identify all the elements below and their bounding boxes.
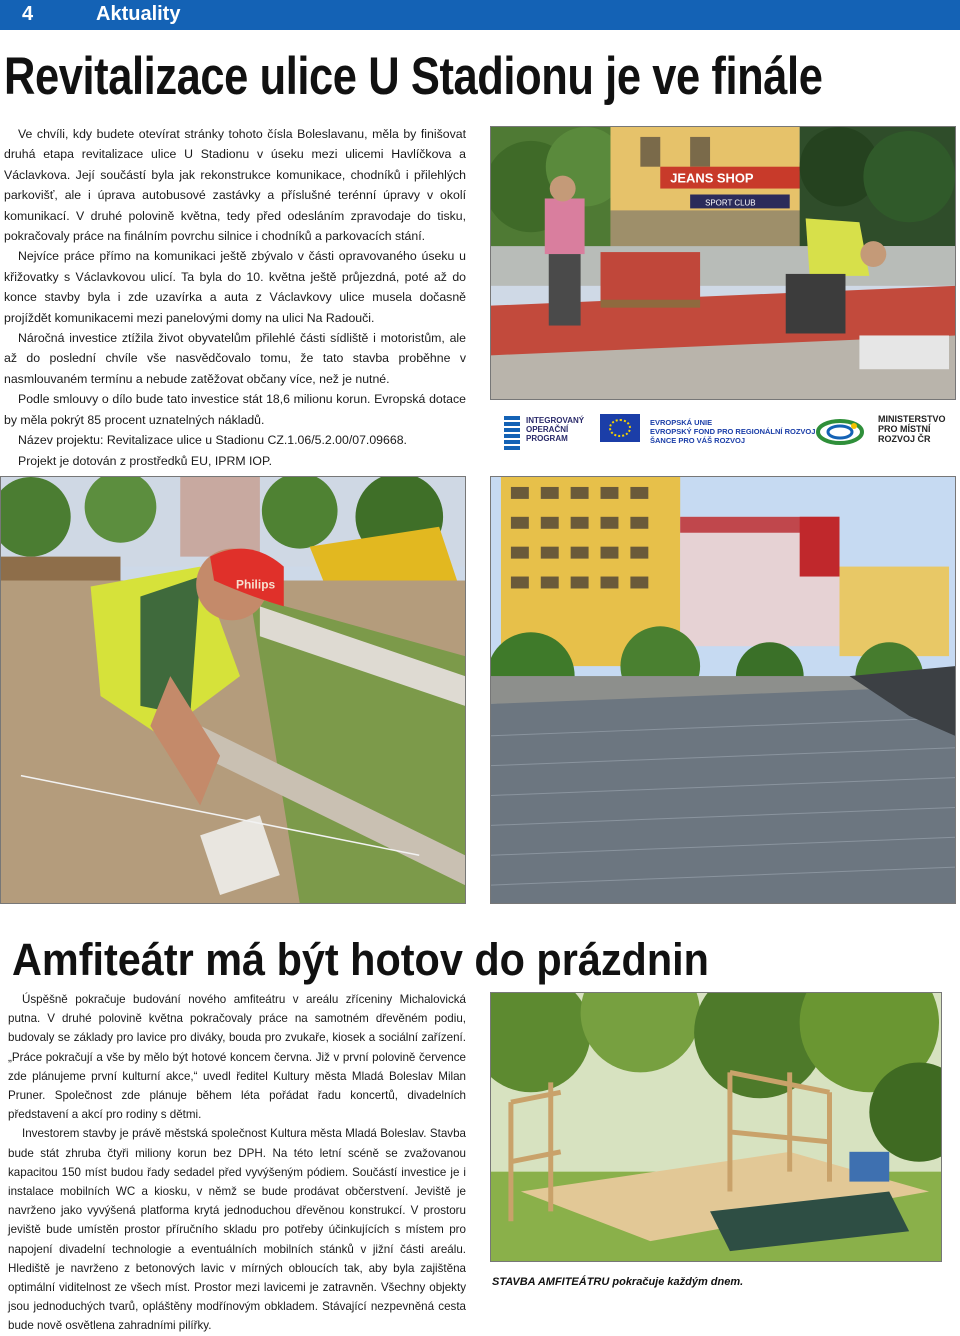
photo-finished-street <box>490 476 956 904</box>
mmr-line: ROZVOJ ČR <box>878 434 931 444</box>
photo-caption: STAVBA AMFITEÁTRU pokračuje každým dnem. <box>492 1276 744 1288</box>
article2-paragraph: Úspěšně pokračuje budování nového amfiteátru v areálu zříceniny Michalovická putna. V druhé polovině května pokračovaly práce na samotném dřevěném podiu, budovaly se základy pro lavice pro diváky, bouda pro zvukaře, kiosek a sociální zařízení. „Práce pokračují a vše by mělo být hotové koncem června. Již v první polovině července zde plánujeme první kulturní akce,“ uvedl ředitel Kultury města Mladá Boleslav Milan Pruner. Společnost zde plánuje během léta pořádat řadu koncertů, divadelních představení a akcí pro rodiny s dětmi. <box>8 993 466 1122</box>
section-title: Aktuality <box>96 3 181 25</box>
header-bar <box>0 0 960 30</box>
eu-flag-icon <box>600 414 640 442</box>
shop-sign-text: JEANS SHOP <box>670 170 754 186</box>
cap-text: Philips <box>235 577 276 592</box>
iop-logo-text <box>526 416 584 443</box>
iop-line: OPERAČNÍ <box>526 425 569 434</box>
article2-paragraph: Investorem stavby je právě městská společnost Kultura města Mladá Boleslav. Stavba bude stát zhruba čtyři miliony korun bez DPH. Na této letní scéně se zvažovanou kapacitou 150 míst budou řady sedadel před vyvýšeným pódiem. Součástí investice je i instalace mobilních WC a kiosku, v němž se bude prodávat občerstvení. Jeviště je navrženo jako vyvýšená platforma krytá jednoduchou dřevěnou konstrukcí. V prostoru jeviště bude umístěn prostor příručního skladu pro potřeby účinkujících s místem pro napojení divadelní technologie a eventuálních mobilních stánků v jižní části areálu. Hlediště je navrženo z betonových lavic v mírných obloucích tak, aby byla zajištěna optimální viditelnost ze všech míst. Prostor mezi lavicemi je zatravněn. Všechny objekty jsou jednoduchých tvarů, opláštěny modřínovým obkladem. Stávající nezpevněná cesta bude nově osvětlena zahradními pilířky. <box>8 1127 466 1333</box>
iop-line: PROGRAM <box>526 434 568 443</box>
eu-stars-icon <box>609 419 631 437</box>
iop-logo-mark <box>504 416 520 450</box>
article1-paragraph: Projekt je dotován z prostředků EU, IPRM IOP. <box>18 453 273 468</box>
article1-paragraph: Ve chvíli, kdy budete otevírat stránky tohoto čísla Boleslavanu, měla by finišovat druhá etapa revitalizace ulice U Stadionu v úseku mezi ulicemi Havlíčkova a Václavkova. Její součástí byla jak rekonstrukce komunikace, chodníků i přilehlých parkovišť, ale i úprava autobusové zastávky a příslušné terénní úpravy v okolí komunikací. V druhé polovině května, tedy před odesláním zpravodaje do tisku, pokračovaly práce na finálním povrchu silnice i chodníků a parkovacích stání. <box>4 127 466 244</box>
eu-line: EVROPSKÝ FOND PRO REGIONÁLNÍ ROZVOJ <box>650 427 816 436</box>
eu-line: ŠANCE PRO VÁŠ ROZVOJ <box>650 436 746 445</box>
article2-body <box>8 990 466 1336</box>
mmr-line: MINISTERSTVO <box>878 414 946 424</box>
mmr-logo-icon <box>816 418 864 446</box>
article1-headline: Revitalizace ulice U Stadionu je ve finále <box>4 47 823 106</box>
eu-line: EVROPSKÁ UNIE <box>650 418 713 427</box>
eu-logo-text <box>650 418 815 445</box>
article1-paragraph: Nejvíce práce přímo na komunikaci ještě zbývalo v části opravovaného úseku u křižovatky s Václavkovou ulicí. Ta byla do 10. května ještě průjezdná, poté až do konce stavby byla i zde uzavírka a auta z Václavkovy ulice musela dočasně projíždět komunikacemi mezi panelovými domy na ulici Na Radouči. <box>4 249 466 325</box>
article1-paragraph: Podle smlouvy o dílo bude tato investice stát 18,6 milionu korun. Evropská dotace by měla pokrýt 85 procent uznatelných nákladů. <box>4 392 466 427</box>
club-sign-text: SPORT CLUB <box>705 198 756 208</box>
photo-worker-curb <box>0 476 466 904</box>
article2-headline: Amfiteátr má být hotov do prázdnin <box>12 934 709 985</box>
article1-paragraph: Název projektu: Revitalizace ulice u Stadionu CZ.1.06/5.2.00/07.09668. <box>18 433 407 448</box>
photo-workers-paving <box>490 126 956 400</box>
article1-paragraph: Náročná investice ztížila život obyvatelům přilehlé části sídliště i motoristům, ale až do poslední chvíle vše nasvědčovalo tomu, že tato stavba proběhne v nasmlouvaném termínu a nebude zatěžovat občany více, než je nutné. <box>4 331 466 386</box>
mmr-line: PRO MÍSTNÍ <box>878 424 931 434</box>
funding-logos <box>490 406 956 450</box>
photo-amphitheatre <box>490 992 942 1262</box>
article1-body <box>4 124 466 471</box>
page-number: 4 <box>22 3 34 25</box>
iop-line: INTEGROVANÝ <box>526 416 585 425</box>
mmr-logo-text <box>878 414 946 444</box>
